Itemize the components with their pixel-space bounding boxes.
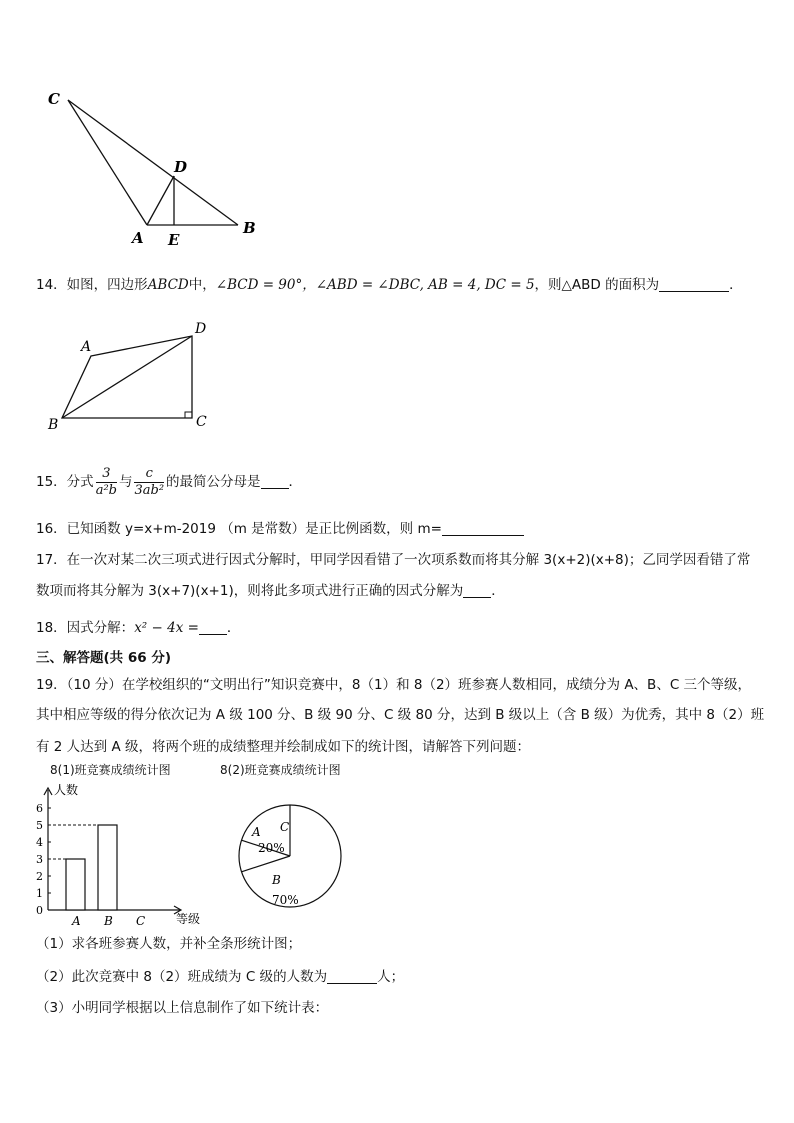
q14-cond1: ∠BCD = 90°， bbox=[215, 277, 316, 293]
question-19-line-3 bbox=[36, 737, 764, 757]
q15-suffix: 的最简公分母是 bbox=[166, 474, 261, 490]
bar-a bbox=[66, 859, 85, 910]
q17-end: ． bbox=[491, 583, 505, 599]
fraction-2-denominator: 3ab² bbox=[134, 482, 165, 498]
question-14 bbox=[36, 275, 764, 295]
segment-ca bbox=[68, 100, 147, 225]
fraction-2-numerator: c bbox=[134, 466, 164, 483]
question-16 bbox=[36, 519, 764, 539]
right-angle-mark bbox=[185, 412, 192, 418]
x-tick-label: A bbox=[72, 914, 81, 925]
question-18 bbox=[36, 618, 764, 638]
question-15 bbox=[36, 462, 764, 502]
y-tick-label: 5 bbox=[36, 819, 43, 832]
q19-sub2-answer-blank[interactable] bbox=[327, 969, 377, 984]
question-19-line-1 bbox=[36, 675, 764, 695]
pie-chart bbox=[230, 796, 360, 926]
label-c: C bbox=[48, 90, 60, 108]
triangle-figure-13 bbox=[40, 88, 270, 253]
question-17-line-2 bbox=[36, 581, 764, 601]
label-a: A bbox=[132, 229, 144, 247]
q19-sub1: （1）求各班参赛人数，并补全条形统计图； bbox=[36, 936, 302, 952]
fraction-1-numerator: 3 bbox=[96, 466, 117, 483]
q15-prefix: 15．分式 bbox=[36, 474, 94, 490]
bar-chart-xlabel: 等级 bbox=[176, 912, 201, 925]
q19-sub3: （3）小明同学根据以上信息制作了如下统计表： bbox=[36, 1000, 329, 1016]
q18-end: ． bbox=[226, 620, 241, 636]
q17-line2: 数项而将其分解为 3(x+7)(x+1)，则将此多项式进行正确的因式分解为 bbox=[36, 583, 464, 599]
y-tick-label: 6 bbox=[36, 802, 43, 815]
q19-line3: 有 2 人达到 A 级，将两个班的成绩整理并绘制成如下的统计图，请解答下列问题： bbox=[36, 739, 530, 755]
bar-chart-title: 8(1)班竞赛成绩统计图 bbox=[50, 763, 171, 777]
pie-value-a: 20% bbox=[258, 841, 285, 855]
q18-prefix: 18．因式分解： bbox=[36, 620, 135, 636]
question-17-line-1 bbox=[36, 550, 764, 570]
q19-line1: 19．（10 分）在学校组织的“文明出行”知识竞赛中，8（1）和 8（2）班参赛人数相同，成绩分为 A、B、C 三个等级， bbox=[36, 677, 752, 693]
q14-prefix: 14．如图，四边形 bbox=[36, 277, 148, 293]
q14-mid: 中， bbox=[188, 277, 216, 293]
x-tick-label: C bbox=[136, 914, 146, 925]
fraction-1 bbox=[96, 466, 117, 499]
q18-answer-blank[interactable] bbox=[199, 620, 227, 635]
label-e: E bbox=[168, 231, 180, 249]
label-b14: B bbox=[48, 417, 59, 433]
segment-cb bbox=[68, 100, 238, 225]
section-3-title: 三、解答题(共 66 分) bbox=[36, 650, 172, 666]
q16-answer-blank[interactable] bbox=[442, 521, 524, 536]
q14-end: ． bbox=[729, 277, 743, 293]
q17-answer-blank[interactable] bbox=[463, 583, 491, 598]
q15-join: 与 bbox=[118, 474, 133, 490]
q19-sub2-prefix: （2）此次竞赛中 8（2）班成绩为 C 级的人数为 bbox=[36, 969, 328, 985]
q15-end: ． bbox=[288, 474, 303, 490]
question-19-sub-3 bbox=[36, 998, 764, 1018]
pie-label-c: C bbox=[280, 820, 290, 834]
q19-line2: 其中相应等级的得分依次记为 A 级 100 分、B 级 90 分、C 级 80 分，达到 B 级以上（含 B 级）为优秀，其中 8（2）班 bbox=[36, 707, 765, 723]
label-a14: A bbox=[81, 339, 92, 355]
bar-chart bbox=[30, 780, 220, 925]
label-b: B bbox=[243, 219, 256, 237]
label-d: D bbox=[174, 158, 188, 176]
y-tick-label: 4 bbox=[36, 836, 43, 849]
fraction-2 bbox=[134, 466, 164, 499]
y-tick-label: 0 bbox=[36, 904, 43, 917]
q18-expr: x² − 4x = bbox=[134, 620, 199, 636]
label-c14: C bbox=[196, 414, 207, 430]
bar-b bbox=[98, 825, 117, 910]
segment-ad bbox=[147, 176, 174, 225]
q14-answer-blank[interactable] bbox=[659, 277, 729, 292]
q16-text: 16．已知函数 y=x+m-2019 （m 是常数）是正比例函数，则 m= bbox=[36, 521, 442, 537]
pie-label-a: A bbox=[252, 825, 261, 839]
y-tick-label: 1 bbox=[36, 887, 43, 900]
q14-cond2: ∠ABD = ∠DBC, AB = 4, DC = 5 bbox=[315, 277, 535, 293]
q14-ask: ，则△ABD 的面积为 bbox=[534, 277, 660, 293]
quadrilateral-figure-14 bbox=[40, 316, 230, 436]
y-tick-label: 3 bbox=[36, 853, 43, 866]
question-19-sub-2 bbox=[36, 967, 764, 987]
question-19-line-2 bbox=[36, 705, 764, 725]
pie-slice-edge-c bbox=[241, 856, 290, 872]
q17-line1: 17．在一次对某二次三项式进行因式分解时，甲同学因看错了一次项系数而将其分解 3(x+2)(x+8)；乙同学因看错了常 bbox=[36, 552, 751, 568]
label-d14: D bbox=[195, 321, 207, 337]
x-tick-label: B bbox=[104, 914, 113, 925]
fraction-1-denominator: a²b bbox=[95, 482, 117, 498]
pie-value-b: 70% bbox=[272, 893, 299, 907]
pie-chart-title: 8(2)班竞赛成绩统计图 bbox=[220, 763, 341, 777]
y-tick-label: 2 bbox=[36, 870, 43, 883]
q19-sub2-suffix: 人； bbox=[377, 969, 405, 985]
q14-quad: ABCD bbox=[147, 277, 189, 293]
question-19-sub-1 bbox=[36, 934, 764, 954]
pie-label-b: B bbox=[272, 873, 281, 887]
q15-answer-blank[interactable] bbox=[261, 474, 289, 489]
bar-chart-ylabel: 人数 bbox=[54, 783, 79, 797]
